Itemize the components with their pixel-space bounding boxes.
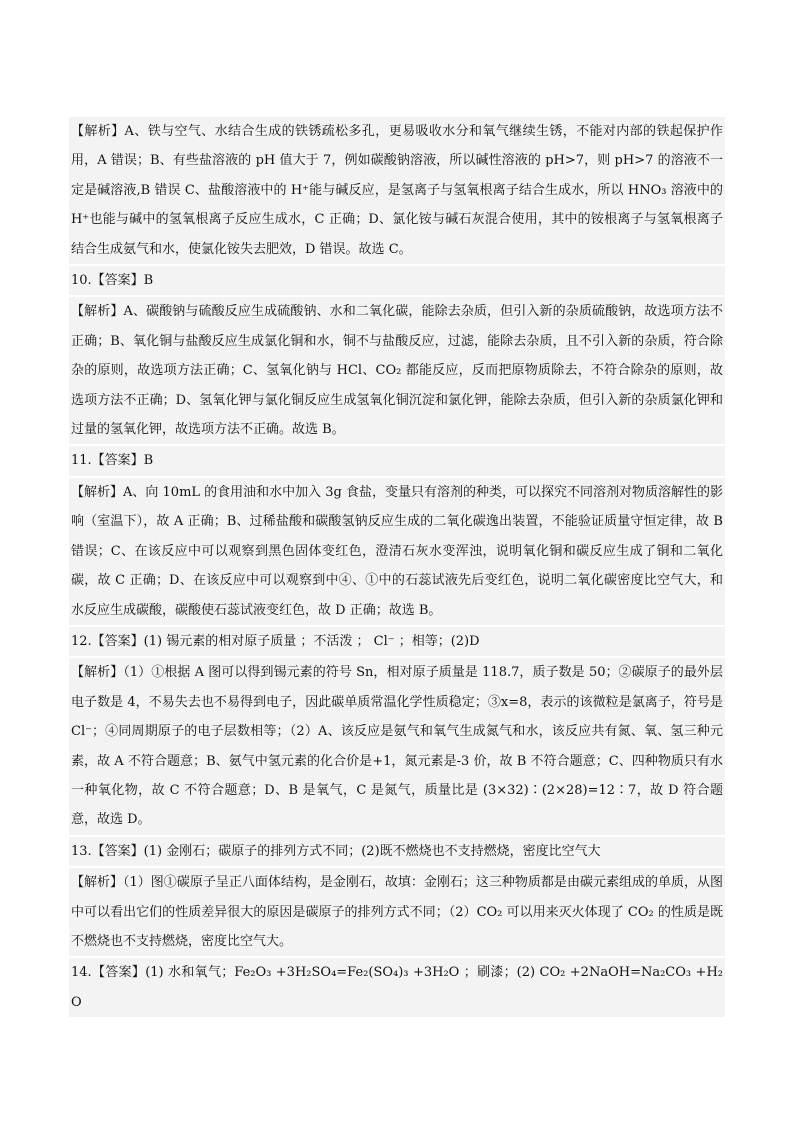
- answer-sheet: [69, 117, 725, 1019]
- answer-q10: 10.【答案】B: [69, 266, 725, 295]
- answer-q11: 11.【答案】B: [69, 446, 725, 475]
- analysis-q12: 【解析】（1）①根据 A 图可以得到锡元素的符号 Sn，相对原子质量是 118.7，质子数是 50；②碳原子的最外层电子数是 4，不易失去也不易得到电子，因此碳单质常温化学性质稳定；③x=8，表示的该微粒是氯离子，符号是 Cl⁻；④同周期原子的电子层数相等；（2）A、该反应是氨气和氧气生成氮气和水，该反应共有氮、氧、氢三种元素，故 A 不符合题意；B、氨气中氢元素的化合价是+1，氮元素是-3 价，故 B 不符合题意；C、四种物质只有水一种氧化物，故 C 不符合题意；D、B 是氧气，C 是氮气，质量比是 (3×32)∶(2×28)=12∶7，故 D 符合题意，故选 D。: [69, 658, 725, 834]
- analysis-q13: 【解析】（1）图①碳原子呈正八面体结构，是金刚石，故填：金刚石；这三种物质都是由碳元素组成的单质，从图中可以看出它们的性质差异很大的原因是碳原子的排列方式不同；（2）CO₂ 可以用来灭火体现了 CO₂ 的性质是既不燃烧也不支持燃烧，密度比空气大。: [69, 868, 725, 956]
- answer-q12: 12.【答案】(1) 锡元素的相对原子质量 ；不活泼 ； Cl⁻ ；相等；(2)D: [69, 627, 725, 656]
- analysis-q9: 【解析】A、铁与空气、水结合生成的铁锈疏松多孔，更易吸收水分和氧气继续生锈，不能对内部的铁起保护作用，A 错误；B、有些盐溶液的 pH 值大于 7，例如碳酸钠溶液，所以碱性溶液的 pH>7，则 pH>7 的溶液不一定是碱溶液,B 错误 C、盐酸溶液中的 H⁺能与碱反应，是氢离子与氢氧根离子结合生成水，所以 HNO₃ 溶液中的 H⁺也能与碱中的氢氧根离子反应生成水，C 正确；D、氯化铵与碱石灰混合使用，其中的铵根离子与氢氧根离子结合生成氨气和水，使氯化铵失去肥效，D 错误。故选 C。: [69, 117, 725, 264]
- answer-q14: 14.【答案】(1) 水和氧气；Fe₂O₃ +3H₂SO₄=Fe₂(SO₄)₃ +3H₂O ；刷漆；(2) CO₂ +2NaOH=Na₂CO₃ +H₂O: [69, 958, 725, 1017]
- analysis-q11: 【解析】A、向 10mL 的食用油和水中加入 3g 食盐，变量只有溶剂的种类，可以探究不同溶剂对物质溶解性的影响（室温下），故 A 正确；B、过稀盐酸和碳酸氢钠反应生成的二氧化碳逸出装置，不能验证质量守恒定律，故 B 错误；C、在该反应中可以观察到黑色固体变红色，澄清石灰水变浑浊，说明氧化铜和碳反应生成了铜和二氧化碳，故 C 正确；D、在该反应中可以观察到中④、①中的石蕊试液先后变红色，说明二氧化碳密度比空气大，和水反应生成碳酸，碳酸使石蕊试液变红色，故 D 正确；故选 B。: [69, 478, 725, 625]
- answer-q13: 13.【答案】(1) 金刚石；碳原子的排列方式不同；(2)既不燃烧也不支持燃烧，密度比空气大: [69, 837, 725, 866]
- analysis-q10: 【解析】A、碳酸钠与硫酸反应生成硫酸钠、水和二氧化碳，能除去杂质，但引入新的杂质硫酸钠，故选项方法不正确；B、氧化铜与盐酸反应生成氯化铜和水，铜不与盐酸反应，过滤，能除去杂质，且不引入新的杂质，符合除杂的原则，故选项方法正确；C、氢氧化钠与 HCl、CO₂ 都能反应，反而把原物质除去，不符合除杂的原则，故选项方法不正确；D、氢氧化钾与氯化铜反应生成氢氧化铜沉淀和氯化钾，能除去杂质，但引入新的杂质氯化钾和过量的氢氧化钾，故选项方法不正确。故选 B。: [69, 297, 725, 444]
